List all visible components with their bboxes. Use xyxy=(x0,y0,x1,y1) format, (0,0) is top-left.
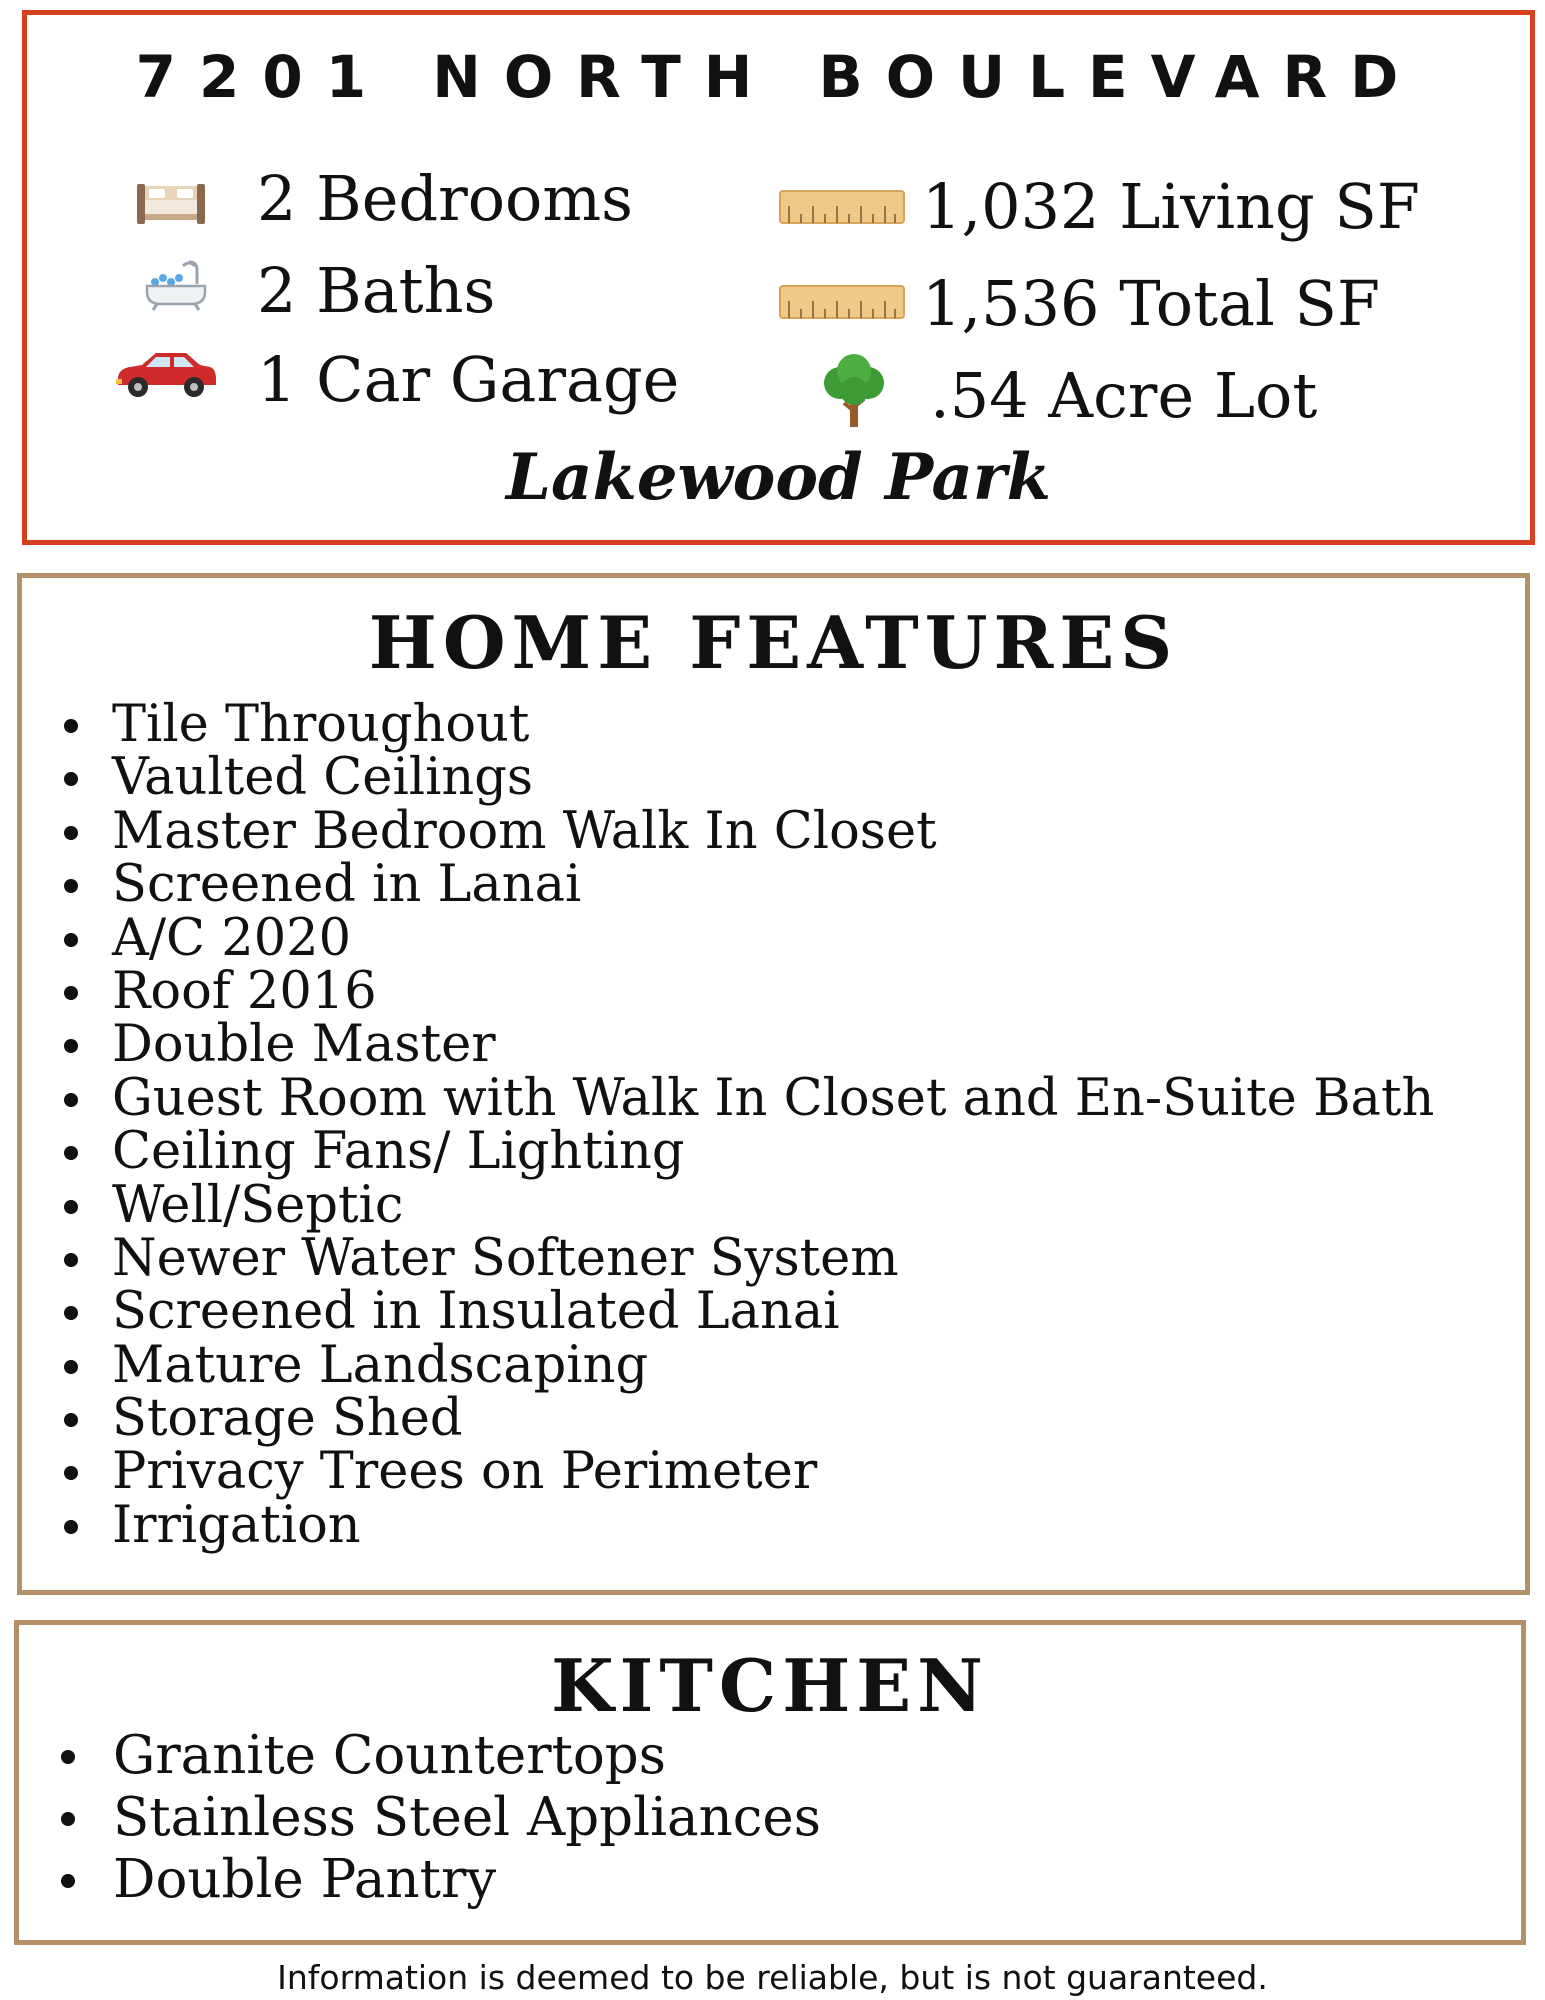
home-features-title: HOME FEATURES xyxy=(368,600,1179,685)
tree-icon xyxy=(818,353,890,429)
list-item: Double Master xyxy=(112,1018,1434,1071)
list-item: Storage Shed xyxy=(112,1392,1434,1445)
list-item: Double Pantry xyxy=(113,1849,821,1911)
ruler-icon xyxy=(779,285,905,319)
stat-total-sf-label: 1,536 Total SF xyxy=(922,267,1380,340)
list-item: Newer Water Softener System xyxy=(112,1232,1434,1285)
stat-garage-label: 1 Car Garage xyxy=(257,343,680,416)
stat-lot-label: .54 Acre Lot xyxy=(930,359,1318,432)
list-item: Irrigation xyxy=(112,1499,1434,1552)
list-item: Guest Room with Walk In Closet and En-Suite Bath xyxy=(112,1068,1435,1128)
list-item: Ceiling Fans/ Lighting xyxy=(112,1125,1434,1178)
property-address: 7201 NORTH BOULEVARD xyxy=(135,43,1422,111)
stat-living-sf-label: 1,032 Living SF xyxy=(922,170,1420,243)
list-item: Roof 2016 xyxy=(112,965,1434,1018)
kitchen-title: KITCHEN xyxy=(551,1643,989,1728)
list-item: Stainless Steel Appliances xyxy=(113,1787,821,1848)
list-item: Well/Septic xyxy=(112,1179,1434,1232)
bathtub-icon xyxy=(145,258,207,312)
list-item: Master Bedroom Walk In Closet xyxy=(112,805,1434,858)
home-features-list xyxy=(112,695,1435,1555)
property-summary-box xyxy=(22,10,1535,545)
list-item: Privacy Trees on Perimeter xyxy=(112,1445,1434,1498)
list-item: Tile Throughout xyxy=(112,698,1434,751)
community-name: Lakewood Park xyxy=(506,440,1051,515)
car-icon xyxy=(112,349,218,399)
bed-icon xyxy=(135,180,207,228)
disclaimer: Information is deemed to be reliable, but is not guaranteed. xyxy=(277,1958,1268,1997)
list-item: Screened in Insulated Lanai xyxy=(112,1285,1434,1338)
list-item: Screened in Lanai xyxy=(112,858,1434,911)
stat-baths-label: 2 Baths xyxy=(257,254,496,327)
list-item: Vaulted Ceilings xyxy=(112,751,1434,804)
list-item: Granite Countertops xyxy=(113,1725,821,1787)
stat-bedrooms-label: 2 Bedrooms xyxy=(257,162,633,235)
kitchen-list xyxy=(113,1725,821,1911)
ruler-icon xyxy=(779,190,905,224)
home-features-box xyxy=(17,573,1530,1595)
list-item: A/C 2020 xyxy=(112,912,1434,965)
list-item: Mature Landscaping xyxy=(112,1339,1434,1392)
kitchen-box xyxy=(14,1620,1526,1945)
